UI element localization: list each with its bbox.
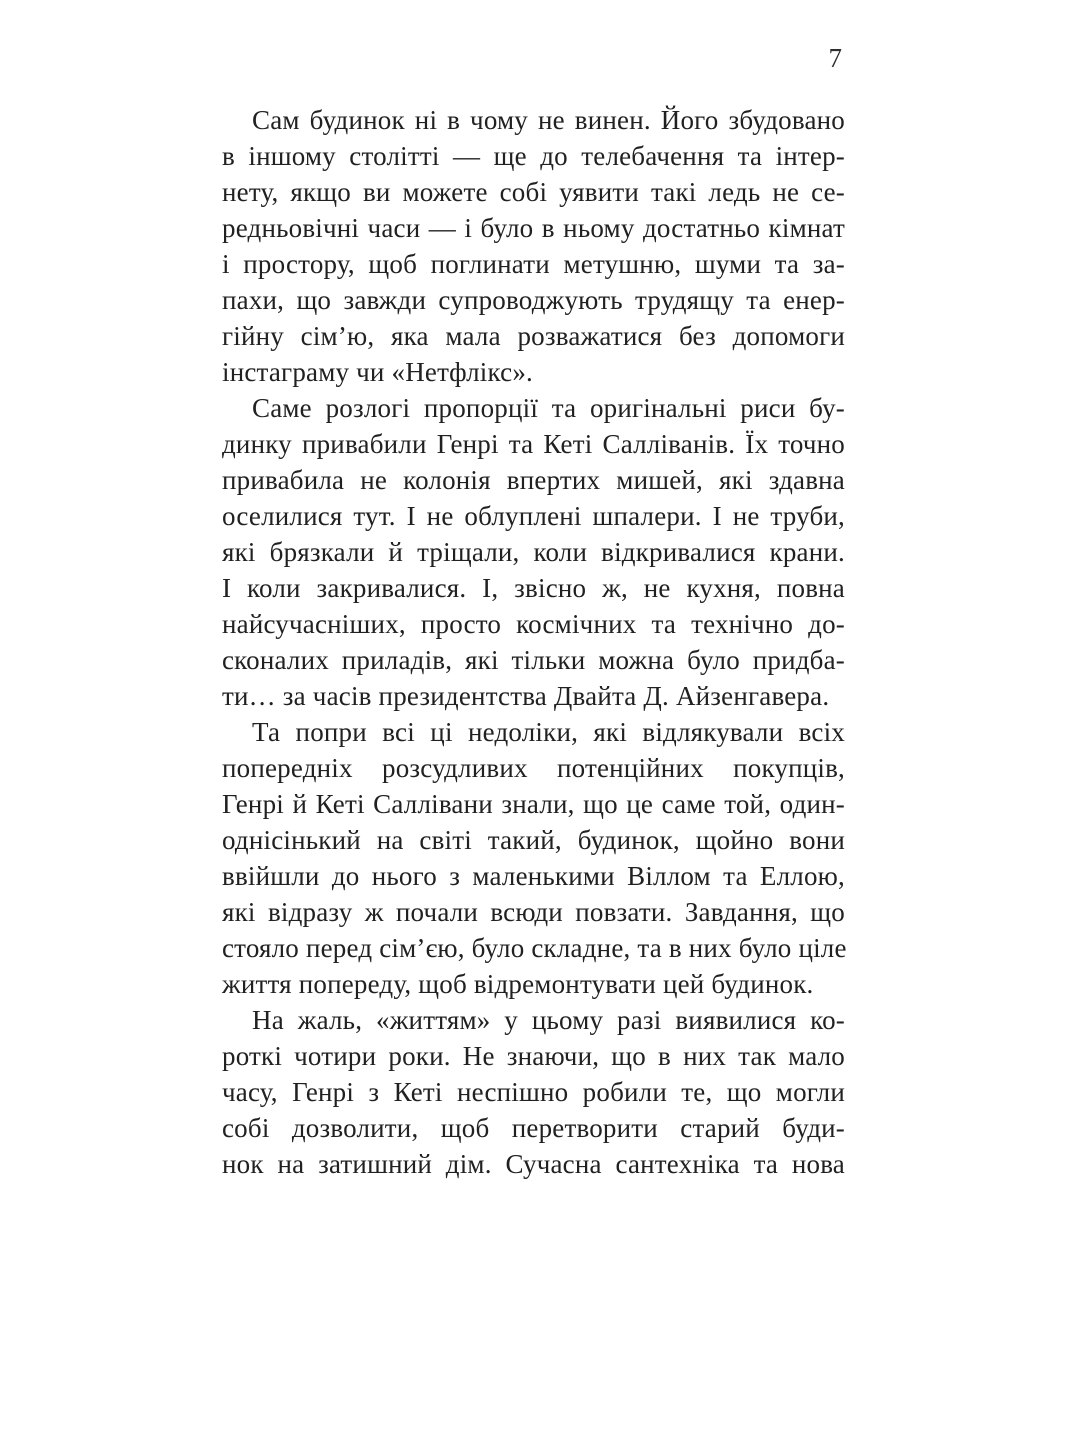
text-line: і простору, щоб поглинати метушню, шуми та за- <box>222 249 845 279</box>
text-line: Та попри всі ці недоліки, які відлякували всіх <box>252 717 845 747</box>
paragraph <box>222 390 845 714</box>
text-line: На жаль, «життям» у цьому разі виявилися ко- <box>252 1005 845 1035</box>
text-line: найсучасніших, просто космічних та технічно до- <box>222 609 845 639</box>
paragraph <box>222 1002 845 1182</box>
text-line: Саме розлогі пропорції та оригінальні риси бу- <box>252 393 845 423</box>
text-line: Сам будинок ні в чому не винен. Його збудовано <box>252 105 845 135</box>
page-number: 7 <box>828 43 842 73</box>
paragraph <box>222 714 845 1002</box>
text-line: редньовічні часи — і було в ньому достатньо кімнат <box>222 213 845 243</box>
text-line: динку привабили Генрі та Кеті Салліванів. Їх точно <box>222 429 845 459</box>
text-line: які брязкали й тріщали, коли відкривалися крани. <box>222 537 845 567</box>
text-line: попередніх розсудливих потенційних покупців, <box>222 753 845 783</box>
text-line: пахи, що завжди супроводжують трудящу та енер- <box>222 285 845 315</box>
text-line: інстаграму чи «Нетфлікс». <box>222 357 533 387</box>
text-line: І коли закривалися. І, звісно ж, не кухня, повна <box>222 573 845 603</box>
text-line: привабила не колонія впертих мишей, які здавна <box>222 465 845 495</box>
text-line: однісінький на світі такий, будинок, щойно вони <box>222 825 845 855</box>
text-line: ти… за часів президентства Двайта Д. Айзенгавера. <box>222 681 830 711</box>
text-line: нок на затишний дім. Сучасна сантехніка та нова <box>222 1149 845 1179</box>
text-line: які відразу ж почали всюди повзати. Завдання, що <box>222 897 845 927</box>
text-line: часу, Генрі з Кеті неспішно робили те, що могли <box>222 1077 845 1107</box>
text-line: оселилися тут. І не облуплені шпалери. І не труби, <box>222 501 845 531</box>
text-line: ввійшли до нього з маленькими Віллом та Еллою, <box>222 861 845 891</box>
text-line: гійну сім’ю, яка мала розважатися без допомоги <box>222 321 845 351</box>
page-body-text <box>222 102 845 1182</box>
text-line: Генрі й Кеті Саллівани знали, що це саме той, один- <box>222 789 845 819</box>
text-line: стояло перед сім’єю, було складне, та в них було ціле <box>222 933 847 963</box>
text-line: сконалих приладів, які тільки можна було придба- <box>222 645 845 675</box>
paragraph <box>222 102 845 390</box>
text-line: життя попереду, щоб відремонтувати цей будинок. <box>222 969 814 999</box>
text-line: в іншому столітті — ще до телебачення та інтер- <box>222 141 845 171</box>
text-line: нету, якщо ви можете собі уявити такі ледь не се- <box>222 177 845 207</box>
text-line: роткі чотири роки. Не знаючи, що в них так мало <box>222 1041 845 1071</box>
text-line: собі дозволити, щоб перетворити старий буди- <box>222 1113 845 1143</box>
